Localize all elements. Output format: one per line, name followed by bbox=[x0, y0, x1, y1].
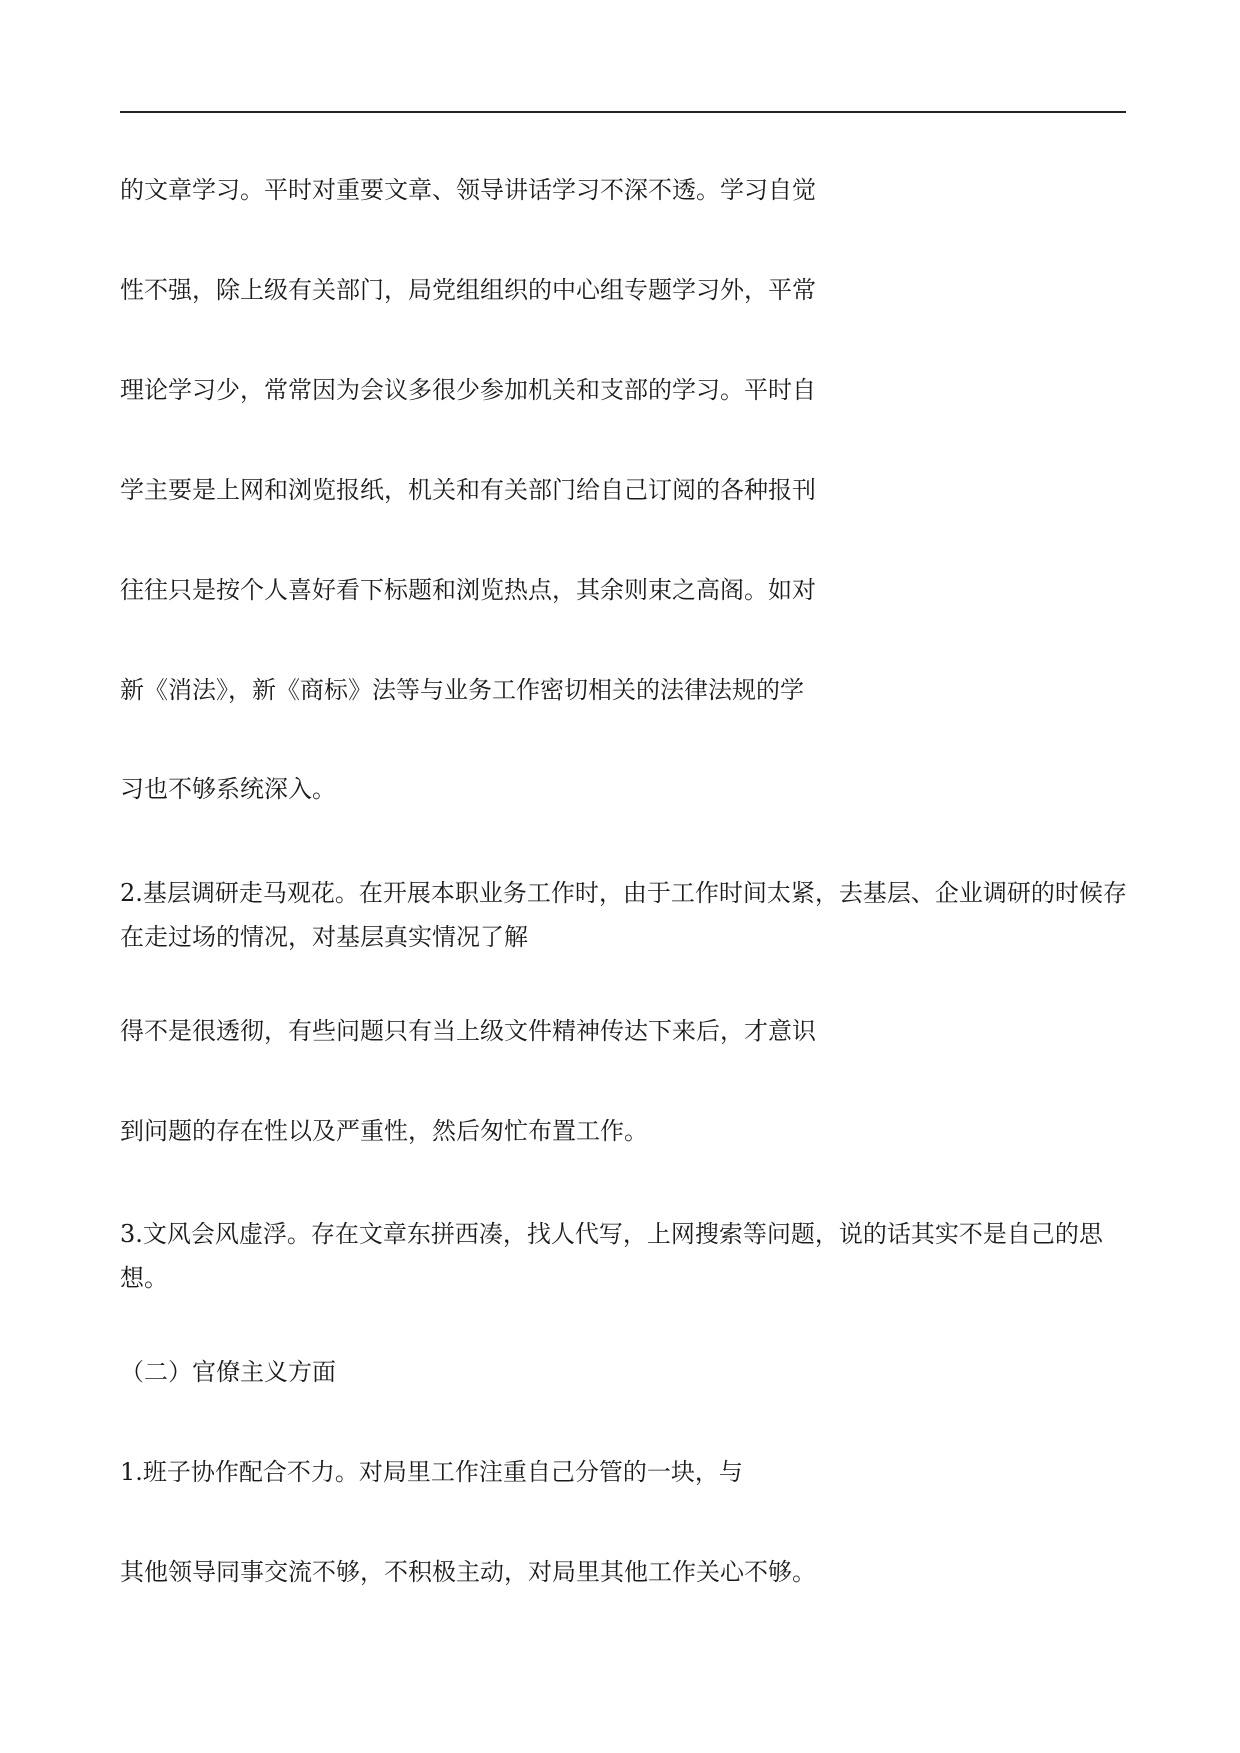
body-paragraph: 习也不够系统深入。 bbox=[120, 775, 336, 803]
body-paragraph: 其他领导同事交流不够，不积极主动，对局里其他工作关心不够。 bbox=[120, 1558, 816, 1586]
body-paragraph: 性不强，除上级有关部门，局党组组织的中心组专题学习外，平常 bbox=[120, 276, 816, 304]
body-paragraph: 1.班子协作配合不力。对局里工作注重自己分管的一块，与 bbox=[120, 1458, 743, 1486]
body-paragraph: 的文章学习。平时对重要文章、领导讲话学习不深不透。学习自觉 bbox=[120, 176, 816, 204]
body-paragraph: 往往只是按个人喜好看下标题和浏览热点，其余则束之高阁。如对 bbox=[120, 576, 816, 604]
header-rule bbox=[120, 111, 1126, 113]
body-paragraph: 新《消法》，新《商标》法等与业务工作密切相关的法律法规的学 bbox=[120, 676, 804, 704]
body-paragraph: 得不是很透彻，有些问题只有当上级文件精神传达下来后，才意识 bbox=[120, 1017, 816, 1045]
body-paragraph: 理论学习少，常常因为会议多很少参加机关和支部的学习。平时自 bbox=[120, 376, 816, 404]
section-heading: （二）官僚主义方面 bbox=[120, 1358, 336, 1386]
body-paragraph: 学主要是上网和浏览报纸，机关和有关部门给自己订阅的各种报刊 bbox=[120, 476, 816, 504]
body-paragraph: 到问题的存在性以及严重性，然后匆忙布置工作。 bbox=[120, 1117, 648, 1145]
body-paragraph: 2.基层调研走马观花。在开展本职业务工作时，由于工作时间太紧，去基层、企业调研的时候存在走过场的情况，对基层真实情况了解 bbox=[120, 879, 1127, 951]
body-paragraph: 3.文风会风虚浮。存在文章东拼西凑，找人代写，上网搜索等问题，说的话其实不是自己的思想。 bbox=[120, 1220, 1103, 1292]
